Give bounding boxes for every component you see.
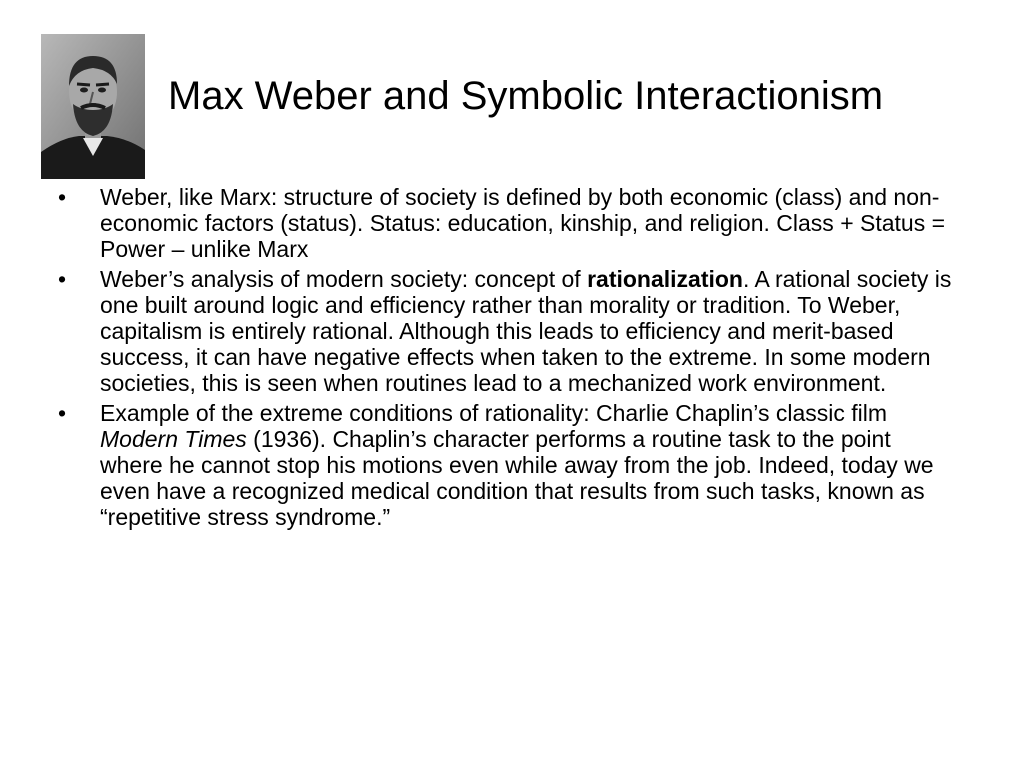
bullet-text-italic: Modern Times xyxy=(100,426,247,452)
bullet-text: Weber, like Marx: structure of society is defined by both economic (class) and non-economic factors (status). Status: education, kinship, and religion. Class + Status = Power – unlike Marx xyxy=(100,184,946,262)
portrait-image xyxy=(41,34,145,179)
bullet-symbol: • xyxy=(58,400,67,426)
bullet-text-rest: (1936). Chaplin’s character performs a routine task to the point where he cannot stop his motions even while away from the job. Indeed, today we even have a recognized medical condition that results from such tasks, known as “repetitive stress syndrome.” xyxy=(100,426,934,530)
bullet-text-lead: Example of the extreme conditions of rationality: Charlie Chaplin’s classic film xyxy=(100,400,888,426)
bullet-text-lead: Weber’s analysis of modern society: concept of xyxy=(100,266,588,292)
bullet-item xyxy=(58,266,958,396)
bullet-symbol: • xyxy=(58,266,67,292)
bullet-symbol: • xyxy=(58,184,67,210)
portrait-photo-icon xyxy=(41,34,145,179)
bullet-item xyxy=(58,184,958,262)
bullet-list xyxy=(58,184,958,534)
bullet-item xyxy=(58,400,958,530)
bullet-text-bold: rationalization xyxy=(587,266,743,292)
slide-title: Max Weber and Symbolic Interactionism xyxy=(168,74,884,118)
bullet-text-rest: . A rational society is one built around logic and efficiency rather than morality or tradition. To Weber, capitalism is entirely rational. Although this leads to efficiency and merit-based success, it can have negative effects when taken to the extreme. In some modern societies, this is seen when routines lead to a mechanized work environment. xyxy=(100,266,952,396)
